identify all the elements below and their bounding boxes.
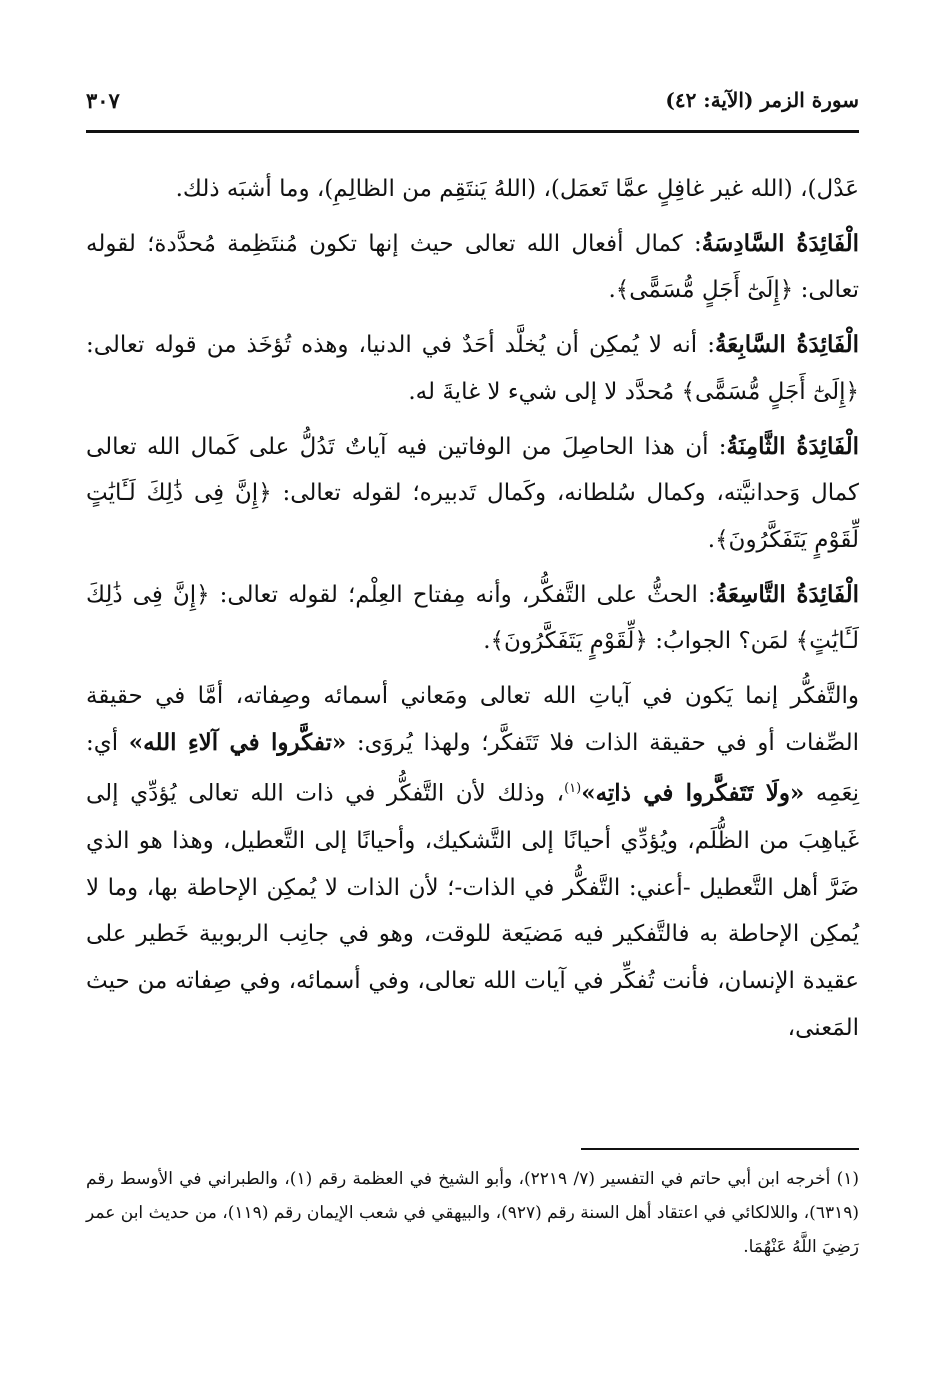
benefit-nine <box>86 572 859 665</box>
benefit-seven <box>86 322 859 415</box>
benefit-six <box>86 221 859 314</box>
hadith-quote-2: «ولَا تَتَفكَّروا في ذاتِه» <box>581 780 805 808</box>
footnote-divider <box>581 1148 859 1150</box>
benefit-six-text: : كمال أفعال الله تعالى حيث إنها تكون مُنتَظِمة مُحدَّدة؛ لقوله تعالى: ﴿إِلَىٰٓ أَجَلٍ مُّسَمًّى﴾. <box>86 230 859 304</box>
footnotes <box>86 1162 859 1264</box>
footnote-ref: (١) <box>564 781 582 797</box>
hadith-quote-1: «تفكَّروا في آلاءِ الله» <box>128 728 347 756</box>
page-number: ٣٠٧ <box>86 88 120 113</box>
benefit-seven-text: : أنه لا يُمكِن أن يُخلَّد أحَدٌ في الدنيا، وهذه تُؤخَذ من قوله تعالى: ﴿إِلَىٰٓ أَجَلٍ مُّسَمًّى﴾ مُحدَّد لا إلى شيء لا غايةَ له. <box>86 332 859 405</box>
paragraph-text: عَدْل)، (الله غير غافِلٍ عمَّا تَعمَل)، (اللهُ يَنتَقِم من الظالِمِ)، وما أشبَه ذلك. <box>175 176 859 202</box>
benefit-nine-title: الْفَائِدَةُ التَّاسِعَةُ <box>715 580 859 608</box>
paragraph-continuation <box>86 166 859 213</box>
benefit-seven-title: الْفَائِدَةُ السَّابِعَةُ <box>714 331 860 359</box>
main-text <box>86 166 859 1059</box>
footnote-1: (١) أخرجه ابن أبي حاتم في التفسير (٧/ ٢٢١٩)، وأبو الشيخ في العظمة رقم (١)، والطبراني في الأوسط رقم (٦٣١٩)، واللالكائي في اعتقاد أهل السنة رقم (٩٢٧)، والبيهقي في شعب الإيمان رقم (١١٩)، من حديث ابن عمر رَضِيَ اللَّهُ عَنْهُمَا. <box>86 1169 860 1257</box>
reflection-paragraph <box>86 673 859 1051</box>
benefit-eight-text: : أن هذا الحاصِلَ من الوفاتين فيه آياتٌ تَدُلُّ على كَمال الله تعالى كمال وَحدانيَّته، وكمال سُلطانه، وكَمال تَدبيره؛ لقوله تعالى: ﴿إِنَّ فِى ذَٰلِكَ لَـَٔايَٰتٍ لِّقَوْمٍ يَتَفَكَّرُونَ﴾. <box>86 433 859 553</box>
reflection-text-c: ، وذلك لأن التَّفكُّر في ذات الله تعالى يُؤدِّي إلى غَياهِبَ من الظُّلَم، ويُؤدِّي أحيانًا إلى التَّشكيك، وأحيانًا إلى التَّعطيل، وهذا هو الذي ضَرَّ أهل التَّعطيل -أعني: التَّفكُّر في الذات-؛ لأن الذات لا يُمكِن الإحاطة بها، وما لا يُمكِن الإحاطة به فالتَّفكير فيه مَضيَعة للوقت، وهو في جانِب الربوبية خَطير على عقيدة الإنسان، فأنت تُفكِّر في آيات الله تعالى، وفي أسمائه، وفي صِفاته من حيث المَعنى، <box>86 781 859 1041</box>
reflection-text-b: أي: نِعَمِه <box>86 729 859 808</box>
page-header <box>86 86 859 133</box>
benefit-nine-text: : الحثُّ على التَّفكُّر، وأنه مِفتاح العِلْم؛ لقوله تعالى: ﴿إِنَّ فِى ذَٰلِكَ لَـَٔايَٰتٍ﴾ لمَن؟ الجوابُ: ﴿لِّقَوْمٍ يَتَفَكَّرُونَ﴾. <box>86 581 859 655</box>
benefit-eight <box>86 424 859 564</box>
surah-title: سورة الزمر (الآية: ٤٢) <box>665 88 859 112</box>
reflection-text-a: والتَّفكُّر إنما يَكون في آياتِ الله تعالى ومَعاني أسمائه وصِفاته، أمَّا في حقيقة الصِّفات أو في حقيقة الذات فلا تَتَفكَّر؛ ولهذا يُروَى: <box>86 683 860 756</box>
benefit-six-title: الْفَائِدَةُ السَّادِسَةُ <box>701 229 859 257</box>
benefit-eight-title: الْفَائِدَةُ الثَّامِنَةُ <box>726 432 859 460</box>
